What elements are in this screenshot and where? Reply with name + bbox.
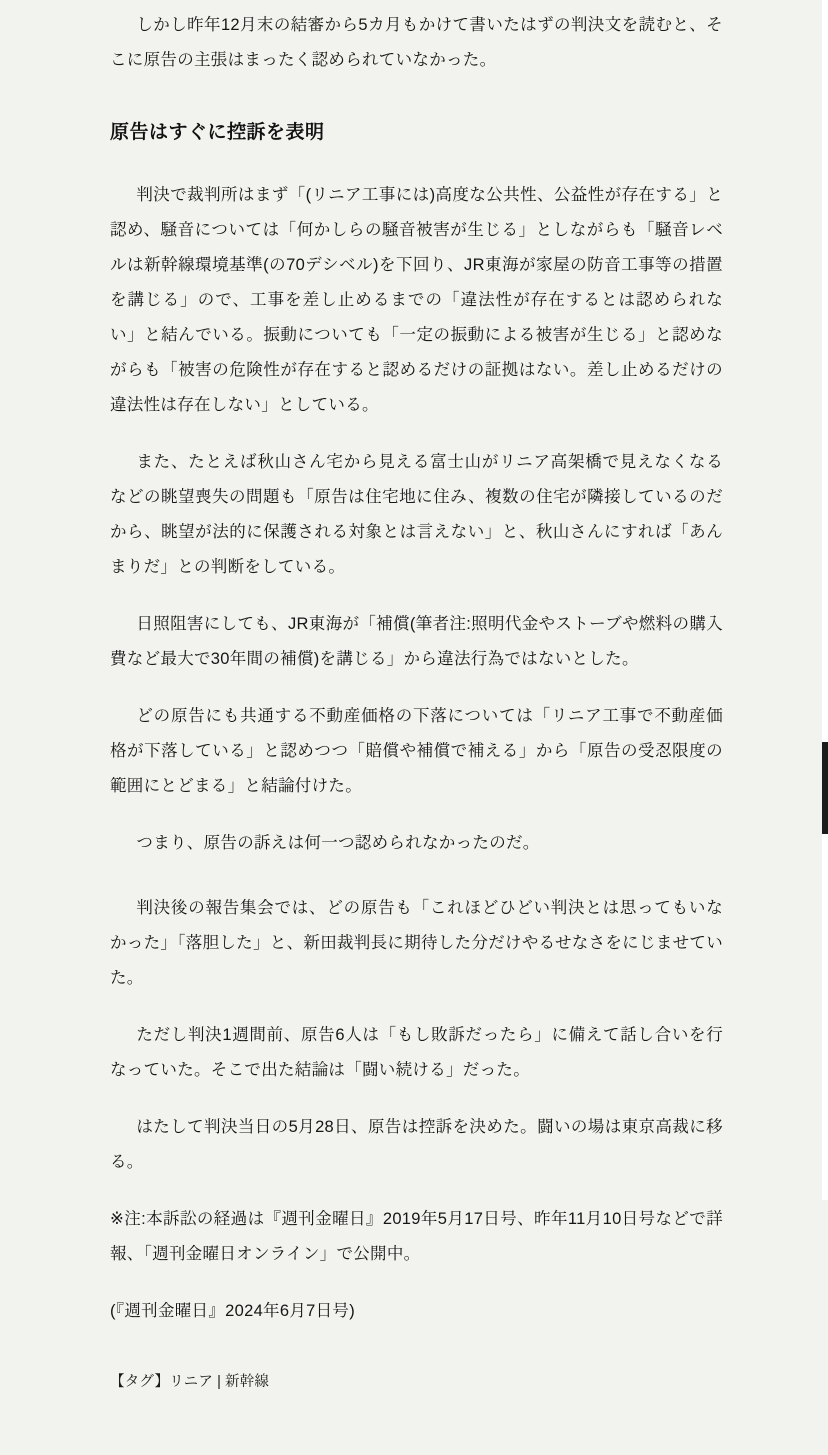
body-paragraph-3: 日照阻害にしても、JR東海が「補償(筆者注:照明代金やストーブや燃料の購入費など最大で30年間の補償)を講じる」から違法行為ではないとした。 (110, 615, 723, 668)
right-edge-strip (822, 0, 828, 1200)
footnote: ※注:本訴訟の経過は『週刊金曜日』2019年5月17日号、昨年11月10日号などで詳報、「週刊金曜日オンライン」で公開中。 (110, 1210, 723, 1263)
tag-label: 【タグ】 (110, 1374, 170, 1390)
body-paragraph-6: 判決後の報告集会では、どの原告も「これほどひどい判決とは思ってもいなかった」「落胆した」と、新田裁判長に期待した分だけやるせなさをにじませていた。 (110, 899, 723, 987)
body-paragraph-1: 判決で裁判所はまず「(リニア工事には)高度な公共性、公益性が存在する」と認め、騒音については「何かしらの騒音被害が生じる」としながらも「騒音レベルは新幹線環境基準(の70デシベル)を下回り、JR東海が家屋の防音工事等の措置を講じる」ので、工事を差し止めるまでの「違法性が存在するとは認められない」と結んでいる。振動についても「一定の振動による被害が生じる」と認めながらも「被害の危険性が存在すると認めるだけの証拠はない。差し止めるだけの違法性は存在しない」としている。 (110, 186, 723, 414)
source-citation: (『週刊金曜日』2024年6月7日号) (110, 1302, 355, 1320)
section-subheading: 原告はすぐに控訴を表明 (110, 122, 325, 143)
lead-paragraph: しかし昨年12月末の結審から5カ月もかけて書いたはずの判決文を読むと、そこに原告の主張はまったく認められていなかった。 (110, 16, 723, 69)
tag-item-shinkansen[interactable]: 新幹線 (225, 1374, 270, 1390)
body-paragraph-8: はたして判決当日の5月28日、原告は控訴を決めた。闘いの場は東京高裁に移る。 (110, 1118, 723, 1171)
body-paragraph-5: つまり、原告の訴えは何一つ認められなかったのだ。 (136, 834, 540, 852)
body-paragraph-7: ただし判決1週間前、原告6人は「もし敗訴だったら」に備えて話し合いを行なっていた。そこで出た結論は「闘い続ける」だった。 (110, 1026, 723, 1079)
tag-item-linear[interactable]: リニア (169, 1374, 214, 1390)
tag-list (110, 1369, 723, 1395)
body-paragraph-4: どの原告にも共通する不動産価格の下落については「リニア工事で不動産価格が下落している」と認めつつ「賠償や補償で補える」から「原告の受忍限度の範囲にとどまる」と結論付けた。 (110, 707, 723, 795)
right-edge-marker (822, 742, 828, 834)
body-paragraph-2: また、たとえば秋山さん宅から見える富士山がリニア高架橋で見えなくなるなどの眺望喪失の問題も「原告は住宅地に住み、複数の住宅が隣接しているのだから、眺望が法的に保護される対象とは言えない」と、秋山さんにすれば「あんまりだ」との判断をしている。 (110, 453, 723, 576)
tag-separator: | (217, 1374, 222, 1390)
